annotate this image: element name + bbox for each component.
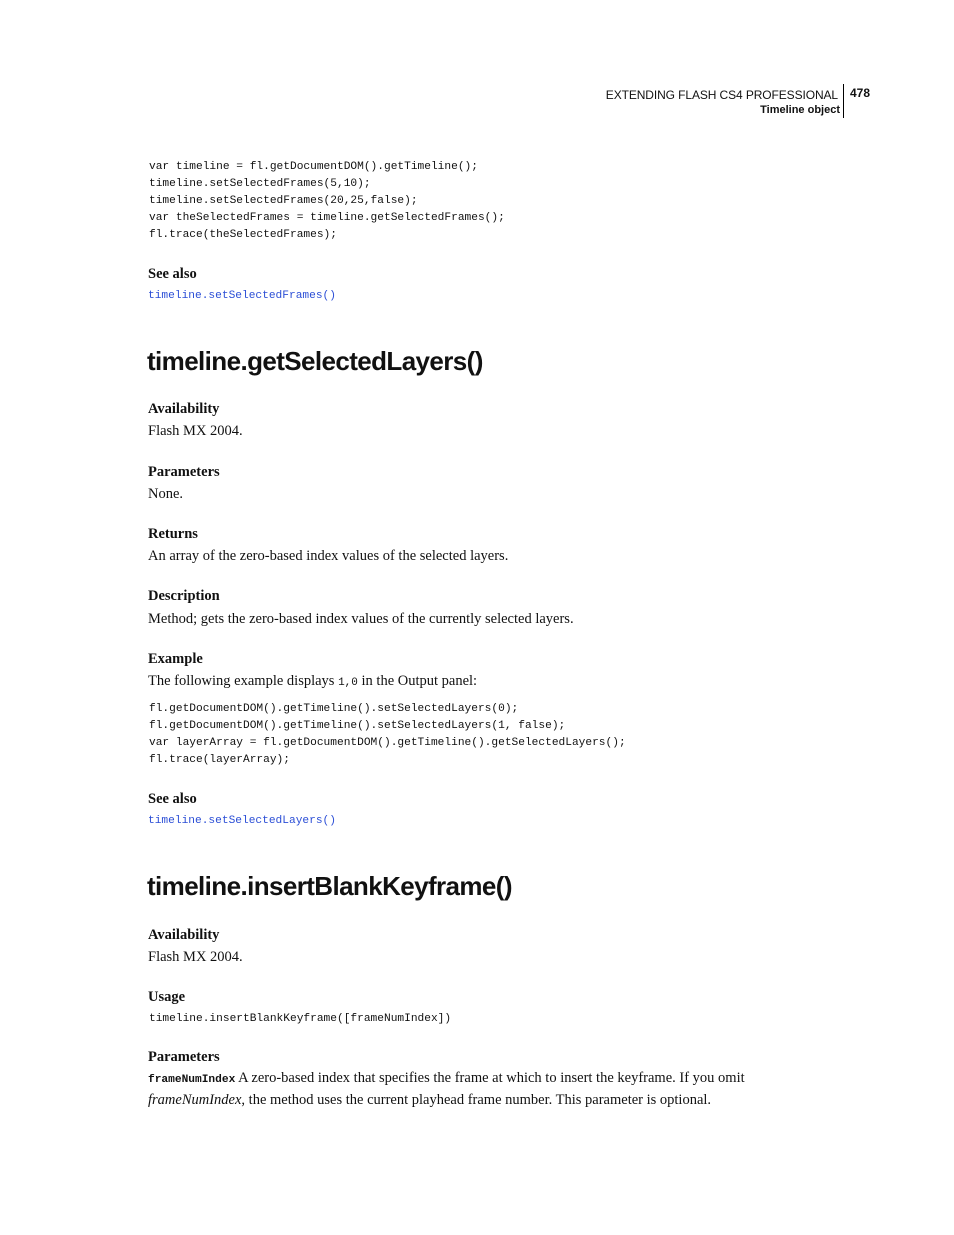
parameter-name-italic: frameNumIndex xyxy=(148,1092,242,1108)
parameter-text: , the method uses the current playhead frame number. This parameter is optional. xyxy=(241,1092,712,1108)
example-intro-text: The following example displays xyxy=(148,673,339,689)
code-line: timeline.setSelectedFrames(5,10); xyxy=(149,178,371,190)
example-intro-code: 1,0 xyxy=(338,677,358,689)
parameters-heading: Parameters xyxy=(148,1049,220,1065)
parameters-heading: Parameters xyxy=(148,464,220,480)
header-divider xyxy=(843,84,844,118)
see-also-heading: See also xyxy=(148,791,197,807)
usage-code: timeline.insertBlankKeyframe([frameNumIndex]) xyxy=(149,1013,452,1025)
code-line: var timeline = fl.getDocumentDOM().getTimeline(); xyxy=(149,161,478,173)
see-also-link-set-selected-layers[interactable]: timeline.setSelectedLayers() xyxy=(148,815,336,827)
code-line: var layerArray = fl.getDocumentDOM().getTimeline().getSelectedLayers(); xyxy=(149,737,626,749)
code-line: fl.trace(theSelectedFrames); xyxy=(149,229,337,241)
parameters-text: None. xyxy=(148,486,184,502)
parameter-description xyxy=(148,1068,778,1110)
availability-text: Flash MX 2004. xyxy=(148,423,243,439)
description-heading: Description xyxy=(148,588,220,604)
availability-heading: Availability xyxy=(148,927,220,943)
parameter-text: A zero-based index that specifies the frame at which to insert the keyframe. If you omit xyxy=(235,1070,745,1086)
availability-text: Flash MX 2004. xyxy=(148,949,243,965)
example-heading: Example xyxy=(148,651,203,667)
returns-text: An array of the zero-based index values of the selected layers. xyxy=(148,548,509,564)
description-text: Method; gets the zero-based index values of the currently selected layers. xyxy=(148,611,574,627)
see-also-heading: See also xyxy=(148,266,197,282)
code-line: var theSelectedFrames = timeline.getSelectedFrames(); xyxy=(149,212,505,224)
availability-heading: Availability xyxy=(148,401,220,417)
parameter-name: frameNumIndex xyxy=(148,1074,236,1086)
running-header-title: EXTENDING FLASH CS4 PROFESSIONAL xyxy=(605,88,838,102)
usage-heading: Usage xyxy=(148,989,186,1005)
section-title-insert-blank-keyframe: timeline.insertBlankKeyframe() xyxy=(147,871,512,901)
code-line: fl.getDocumentDOM().getTimeline().setSelectedLayers(0); xyxy=(149,703,519,715)
page-number: 478 xyxy=(850,86,871,100)
code-block-get-selected-frames xyxy=(149,159,505,244)
example-intro-text: in the Output panel: xyxy=(357,673,478,689)
code-line: fl.trace(layerArray); xyxy=(149,754,290,766)
example-intro xyxy=(148,673,477,690)
returns-heading: Returns xyxy=(148,526,198,542)
code-line: timeline.setSelectedFrames(20,25,false); xyxy=(149,195,418,207)
running-header-section: Timeline object xyxy=(760,104,840,116)
see-also-link-set-selected-frames[interactable]: timeline.setSelectedFrames() xyxy=(148,290,336,302)
code-block-get-selected-layers xyxy=(149,701,626,769)
code-line: fl.getDocumentDOM().getTimeline().setSelectedLayers(1, false); xyxy=(149,720,566,732)
section-title-get-selected-layers: timeline.getSelectedLayers() xyxy=(147,346,483,376)
